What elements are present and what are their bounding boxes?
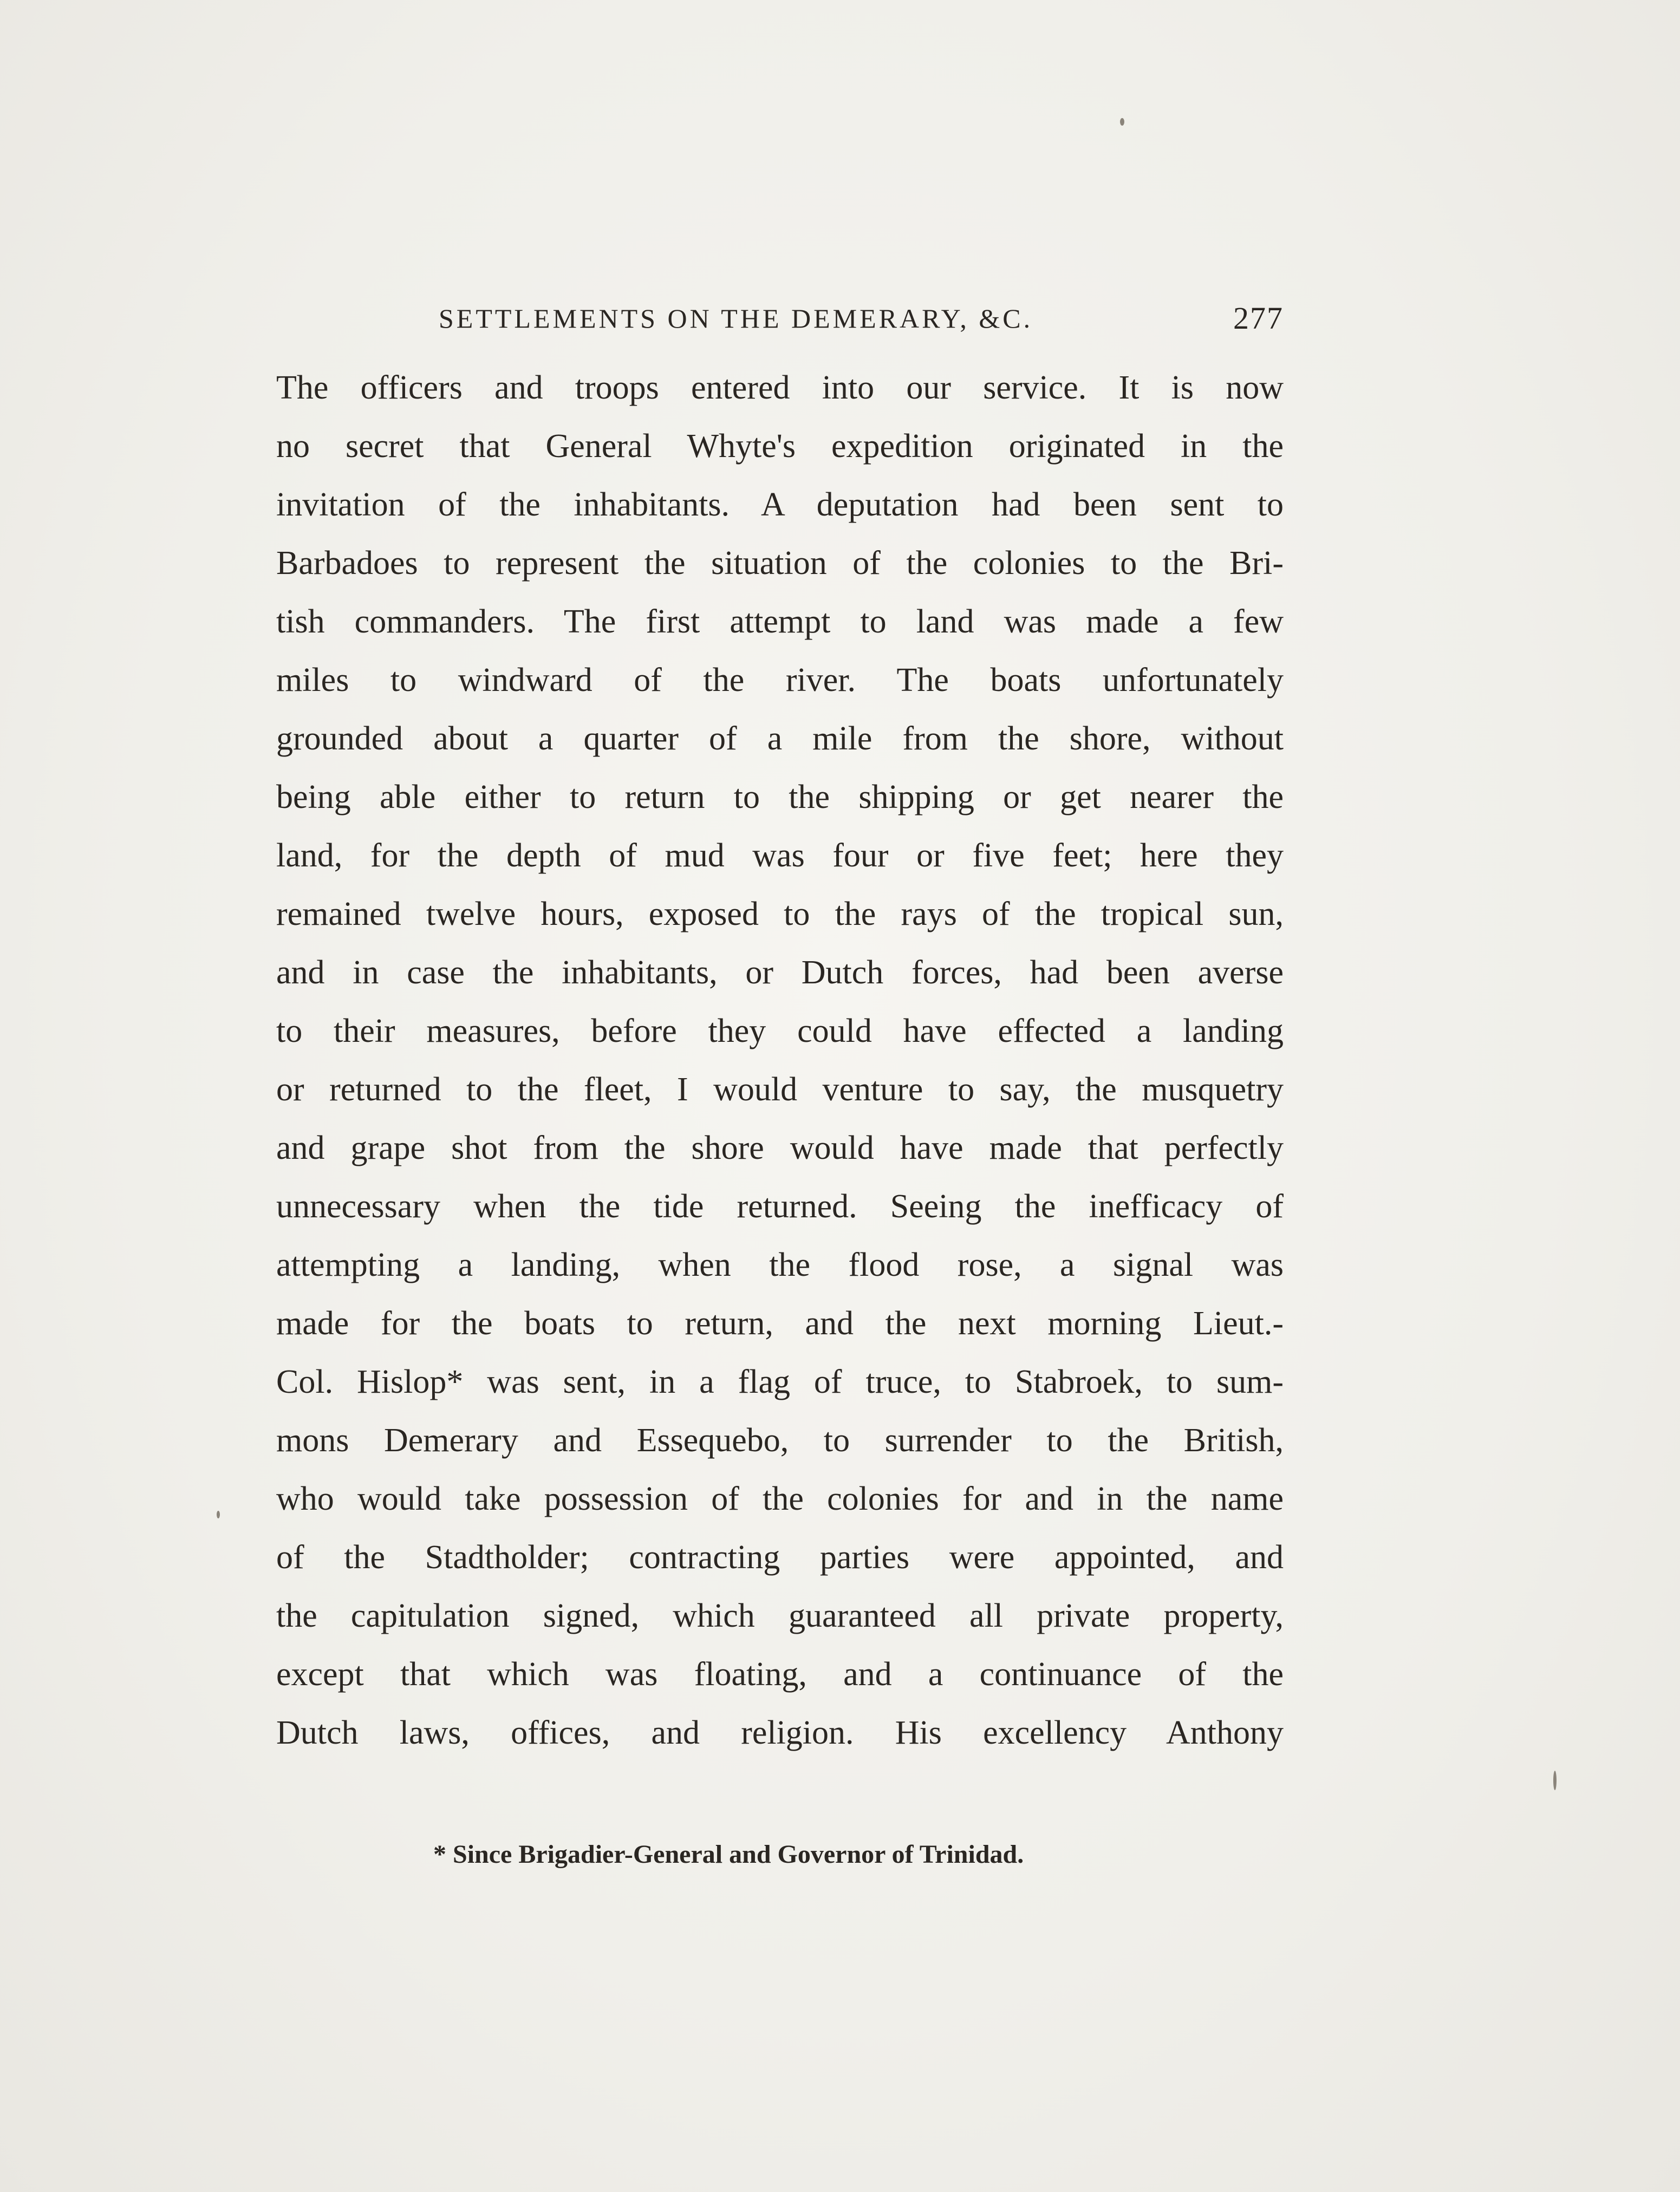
text-line: and grape shot from the shore would have made that perfectly — [276, 1130, 1284, 1166]
footnote: * Since Brigadier-General and Governor of Trinidad. — [433, 1840, 1024, 1869]
text-line: The officers and troops entered into our service. It is now — [276, 369, 1284, 406]
text-line: invitation of the inhabitants. A deputation had been sent to — [276, 486, 1284, 523]
speck — [1553, 1771, 1557, 1790]
text-line: land, for the depth of mud was four or five feet; here they — [276, 837, 1284, 874]
page-number: 277 — [1233, 301, 1284, 336]
text-line: Barbadoes to represent the situation of the colonies to the Bri- — [276, 545, 1284, 582]
text-line: attempting a landing, when the flood rose, a signal was — [276, 1247, 1284, 1283]
text-line: or returned to the fleet, I would venture to say, the musquetry — [276, 1071, 1284, 1108]
text-line: tish commanders. The first attempt to land was made a few — [276, 603, 1284, 640]
text-line: unnecessary when the tide returned. Seeing the inefficacy of — [276, 1188, 1284, 1225]
text-line: to their measures, before they could have effected a landing — [276, 1013, 1284, 1049]
running-head: SETTLEMENTS ON THE DEMERARY, &C. — [439, 303, 1033, 334]
text-line: remained twelve hours, exposed to the rays of the tropical sun, — [276, 896, 1284, 932]
text-line: grounded about a quarter of a mile from the shore, without — [276, 720, 1284, 757]
text-line: of the Stadtholder; contracting parties were appointed, and — [276, 1539, 1284, 1576]
speck — [1120, 118, 1124, 126]
text-line: Dutch laws, offices, and religion. His excellency Anthony — [276, 1714, 1284, 1751]
text-line: who would take possession of the colonies for and in the name — [276, 1480, 1284, 1517]
text-line: and in case the inhabitants, or Dutch forces, had been averse — [276, 954, 1284, 991]
text-line: being able either to return to the shipping or get nearer the — [276, 779, 1284, 816]
text-line: the capitulation signed, which guaranteed all private property, — [276, 1597, 1284, 1634]
text-line: no secret that General Whyte's expedition originated in the — [276, 428, 1284, 465]
text-line: except that which was floating, and a continuance of the — [276, 1656, 1284, 1693]
speck — [217, 1511, 220, 1518]
text-line: made for the boats to return, and the next morning Lieut.- — [276, 1305, 1284, 1342]
text-line: miles to windward of the river. The boats unfortunately — [276, 662, 1284, 699]
page-header — [439, 297, 1284, 340]
body-text — [276, 358, 1284, 1762]
text-line: mons Demerary and Essequebo, to surrender to the British, — [276, 1422, 1284, 1459]
text-line: Col. Hislop* was sent, in a flag of truce, to Stabroek, to sum- — [276, 1364, 1284, 1400]
